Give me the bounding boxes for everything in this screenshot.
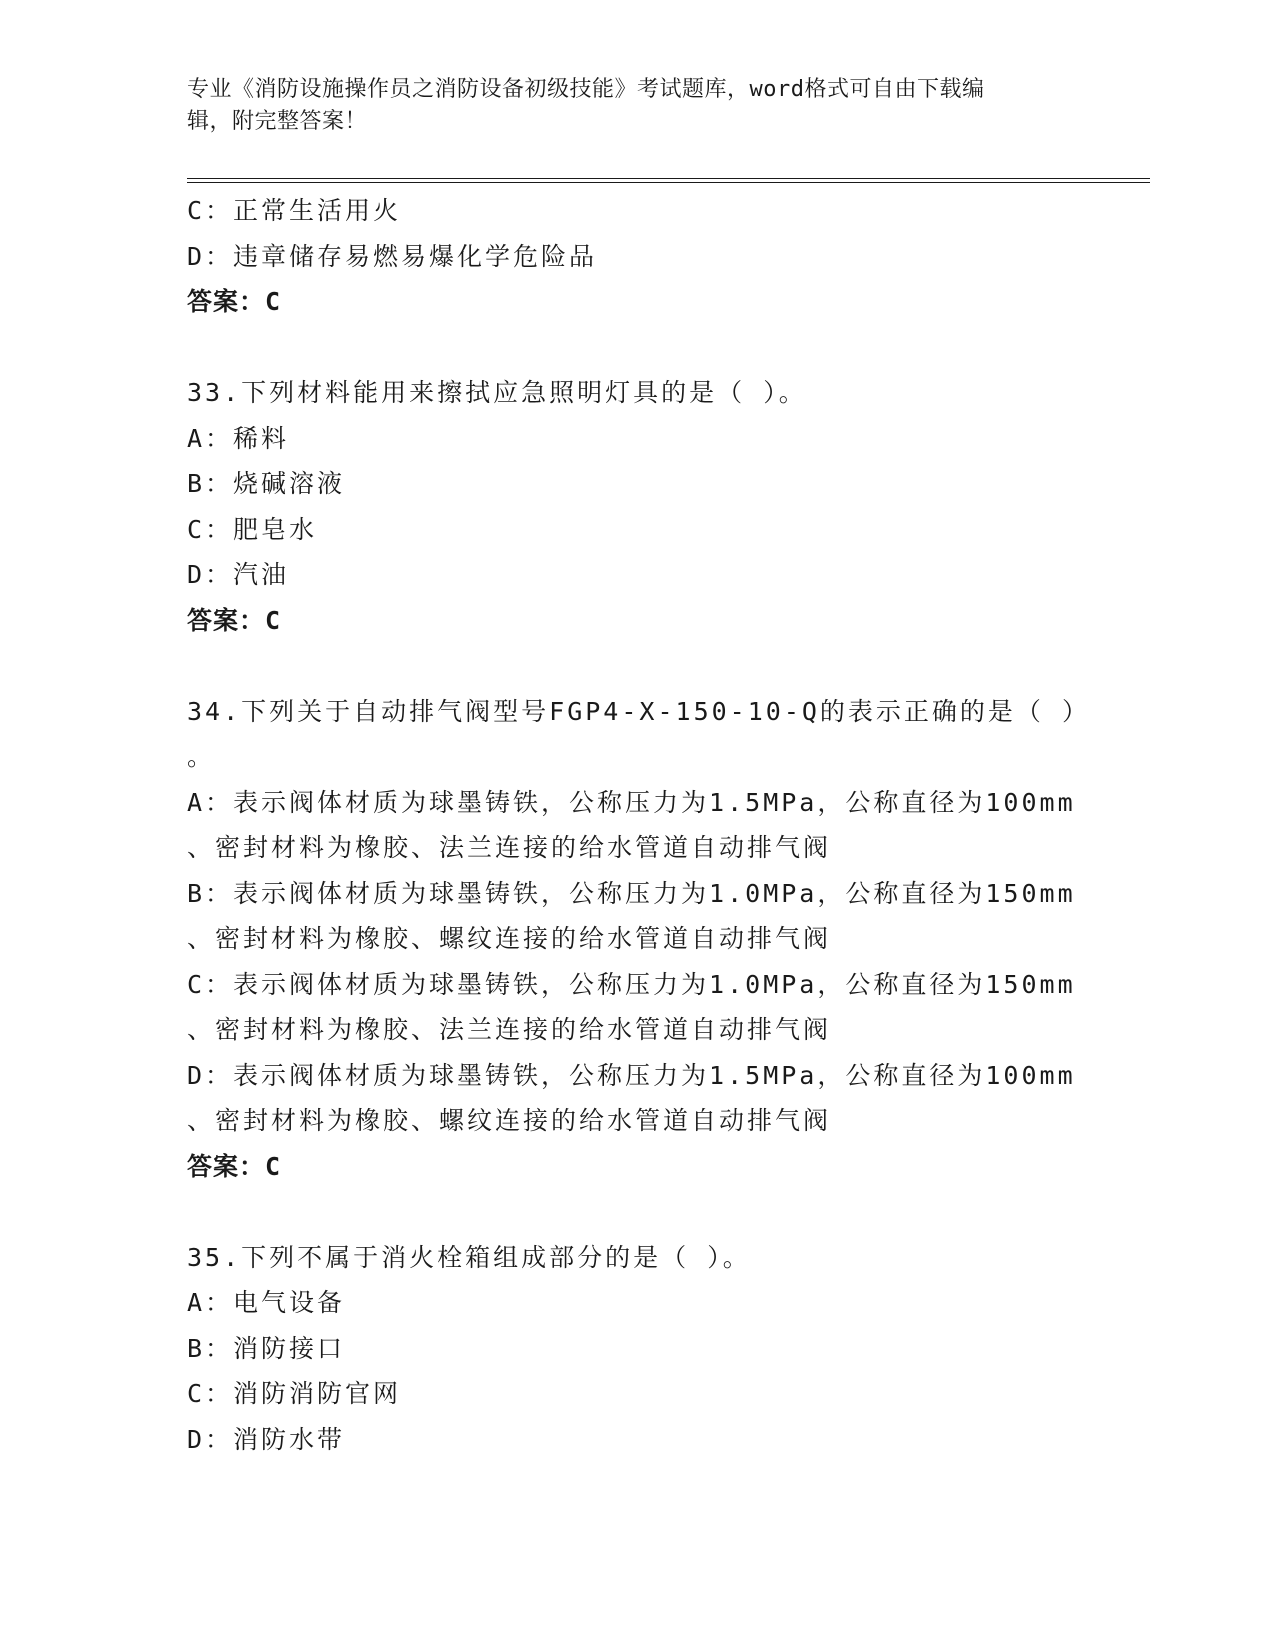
question-32-tail <box>187 188 1077 325</box>
option-a: A：稀料 <box>187 423 290 453</box>
option-d-line-2: 、密封材料为橡胶、螺纹连接的给水管道自动排气阀 <box>187 1106 832 1135</box>
header-divider-top <box>187 178 1150 179</box>
option-d-line-1: D：表示阀体材质为球墨铸铁，公称压力为1.5MPa，公称直径为100mm <box>187 1060 1076 1090</box>
question-35 <box>187 1235 1077 1463</box>
question-stem: 35.下列不属于消火栓箱组成部分的是（ ）。 <box>187 1242 751 1272</box>
spacer <box>187 643 1077 689</box>
option-c: C：正常生活用火 <box>187 196 402 225</box>
option-c: C：肥皂水 <box>187 514 318 544</box>
spacer <box>187 325 1077 371</box>
answer: 答案：C <box>187 1151 282 1181</box>
header-divider-bottom <box>187 182 1150 183</box>
option-d: D：消防水带 <box>187 1424 346 1454</box>
spacer <box>187 1189 1077 1235</box>
option-a: A：电气设备 <box>187 1288 346 1317</box>
answer: 答案：C <box>187 287 282 316</box>
header-line-1: 专业《消防设施操作员之消防设备初级技能》考试题库，word格式可自由下载编 <box>187 77 985 102</box>
question-stem-line-2: 。 <box>187 742 216 771</box>
question-stem-line-1: 34.下列关于自动排气阀型号FGP4-X-150-10-Q的表示正确的是（ ） <box>187 696 1090 726</box>
option-b-line-1: B：表示阀体材质为球墨铸铁，公称压力为1.0MPa，公称直径为150mm <box>187 878 1076 908</box>
option-c-line-1: C：表示阀体材质为球墨铸铁，公称压力为1.0MPa，公称直径为150mm <box>187 969 1076 999</box>
option-c: C：消防消防官网 <box>187 1379 402 1408</box>
question-stem: 33.下列材料能用来擦拭应急照明灯具的是（ ）。 <box>187 378 807 407</box>
option-d: D：汽油 <box>187 560 290 589</box>
option-c-line-2: 、密封材料为橡胶、法兰连接的给水管道自动排气阀 <box>187 1015 832 1044</box>
question-33 <box>187 370 1077 643</box>
option-b-line-2: 、密封材料为橡胶、螺纹连接的给水管道自动排气阀 <box>187 924 832 953</box>
question-34 <box>187 689 1090 1190</box>
option-a-line-1: A：表示阀体材质为球墨铸铁，公称压力为1.5MPa，公称直径为100mm <box>187 787 1076 817</box>
header-line-2: 辑，附完整答案！ <box>187 109 368 134</box>
option-a-line-2: 、密封材料为橡胶、法兰连接的给水管道自动排气阀 <box>187 833 832 862</box>
option-b: B：消防接口 <box>187 1333 346 1363</box>
document-header <box>187 74 1087 138</box>
option-d: D：违章储存易燃易爆化学危险品 <box>187 241 598 271</box>
option-b: B：烧碱溶液 <box>187 469 346 498</box>
answer: 答案：C <box>187 605 282 635</box>
question-list <box>187 188 1090 1462</box>
